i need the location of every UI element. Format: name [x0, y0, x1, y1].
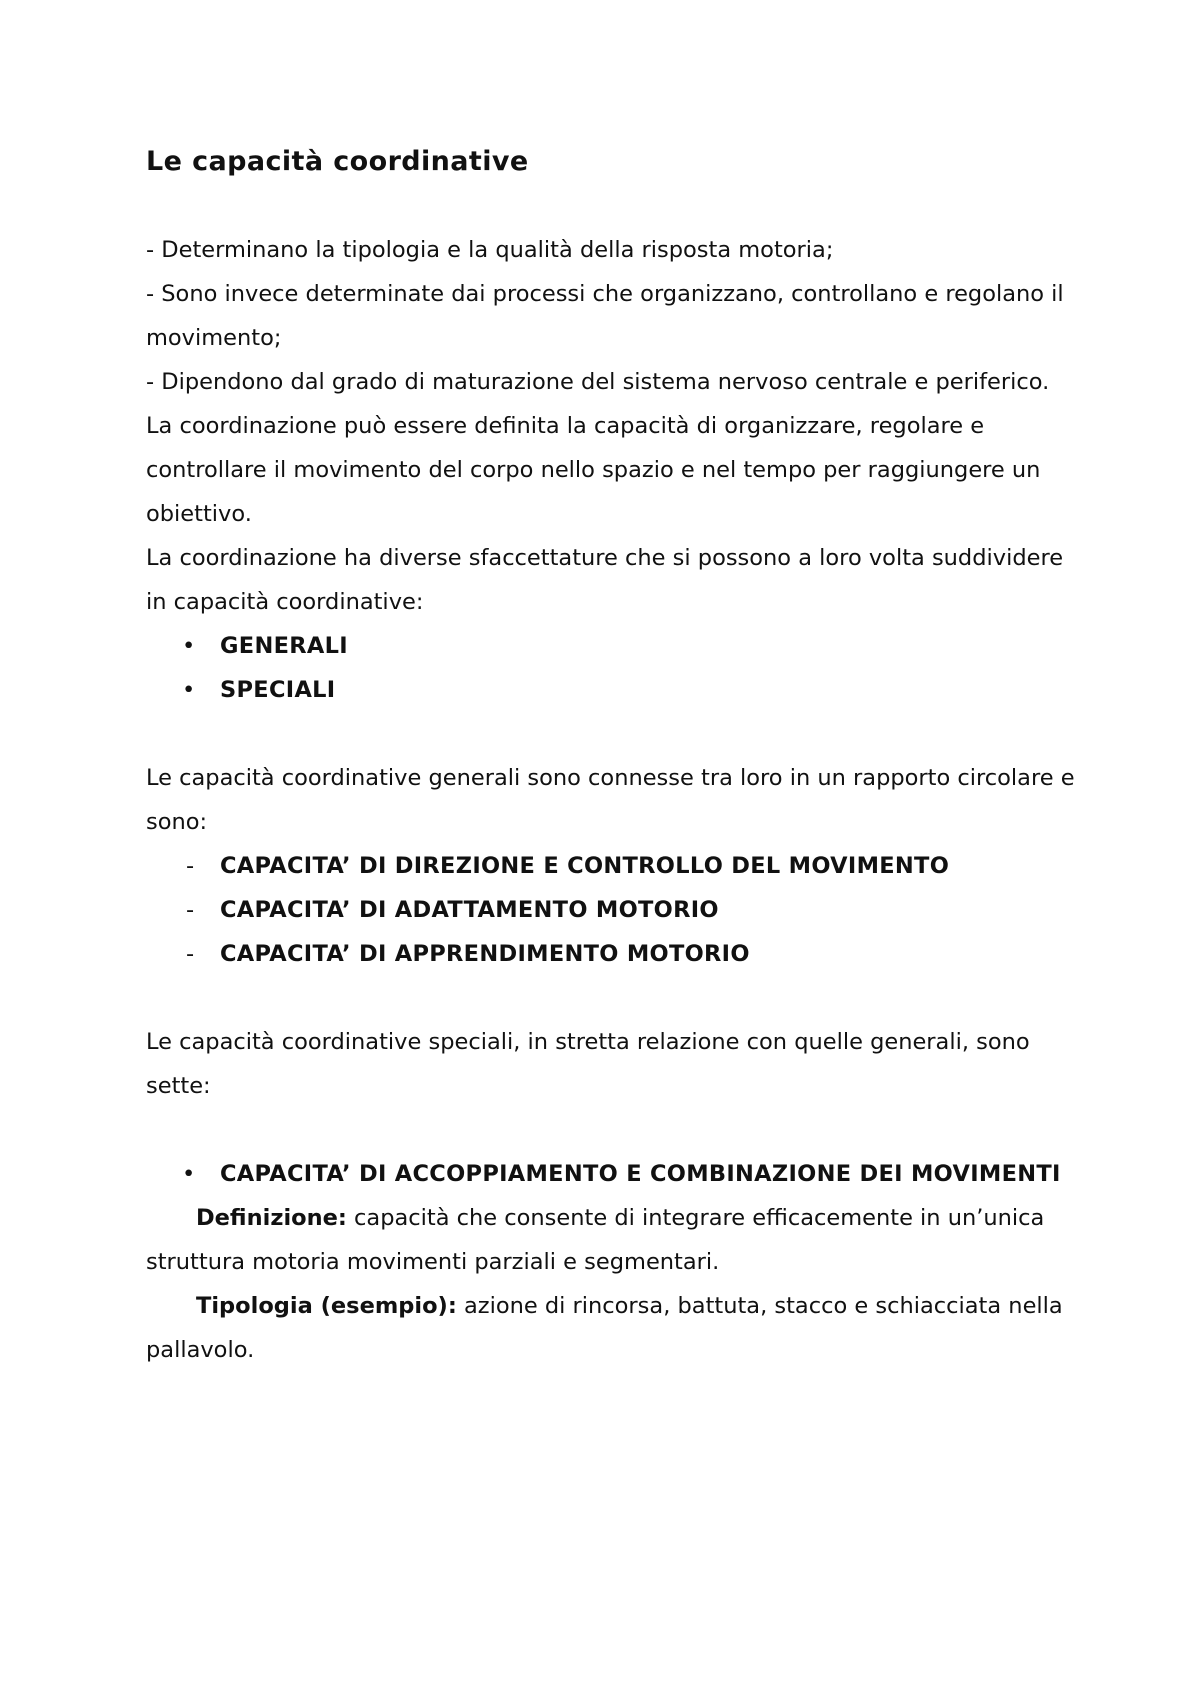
general-list — [146, 844, 1076, 976]
dash-icon: - — [186, 941, 195, 967]
list-item — [146, 668, 1076, 712]
document-page — [146, 140, 1076, 1372]
bullet-icon: • — [182, 677, 196, 703]
intro-line-1: - Determinano la tipologia e la qualità della risposta motoria; — [146, 237, 834, 263]
definition-text: capacità che consente di integrare efficacemente in un’unica struttura motoria movimenti parziali e segmentari. — [146, 1205, 1045, 1275]
special-type — [146, 1284, 1076, 1372]
list-item-label: CAPACITA’ DI ACCOPPIAMENTO E COMBINAZIONE DEI MOVIMENTI — [220, 1161, 1061, 1187]
bullet-icon: • — [182, 1161, 196, 1187]
special-intro: Le capacità coordinative speciali, in stretta relazione con quelle generali, sono sette: — [146, 1029, 1030, 1099]
coordination-facets: La coordinazione ha diverse sfaccettature che si possono a loro volta suddividere in capacità coordinative: — [146, 545, 1064, 615]
spacer — [146, 712, 1076, 756]
list-item — [146, 1152, 1076, 1196]
type-label: Tipologia (esempio): — [196, 1293, 457, 1319]
dash-icon: - — [186, 853, 195, 879]
spacer — [146, 976, 1076, 1020]
general-intro: Le capacità coordinative generali sono connesse tra loro in un rapporto circolare e sono: — [146, 765, 1075, 835]
spacer — [146, 1108, 1076, 1152]
dash-icon: - — [186, 897, 195, 923]
intro-line-3: - Dipendono dal grado di maturazione del sistema nervoso centrale e periferico. — [146, 369, 1050, 395]
list-item-label: CAPACITA’ DI DIREZIONE E CONTROLLO DEL MOVIMENTO — [220, 853, 950, 879]
bullet-icon: • — [182, 633, 196, 659]
list-item — [146, 624, 1076, 668]
definition-label: Definizione: — [196, 1205, 347, 1231]
special-definition — [146, 1196, 1076, 1284]
list-item-label: CAPACITA’ DI ADATTAMENTO MOTORIO — [220, 897, 719, 923]
list-item-label: GENERALI — [220, 633, 348, 659]
list-item-label: CAPACITA’ DI APPRENDIMENTO MOTORIO — [220, 941, 750, 967]
type-text: azione di rincorsa, battuta, stacco e schiacciata nella pallavolo. — [146, 1293, 1063, 1363]
list-item — [146, 844, 1076, 888]
intro-line-2: - Sono invece determinate dai processi che organizzano, controllano e regolano il movimento; — [146, 281, 1064, 351]
coordination-definition: La coordinazione può essere definita la capacità di organizzare, regolare e controllare il movimento del corpo nello spazio e nel tempo per raggiungere un obiettivo. — [146, 413, 1041, 527]
list-item-label: SPECIALI — [220, 677, 336, 703]
special-list — [146, 1152, 1076, 1196]
categories-list — [146, 624, 1076, 712]
list-item — [146, 932, 1076, 976]
page-title: Le capacità coordinative — [146, 146, 529, 177]
list-item — [146, 888, 1076, 932]
